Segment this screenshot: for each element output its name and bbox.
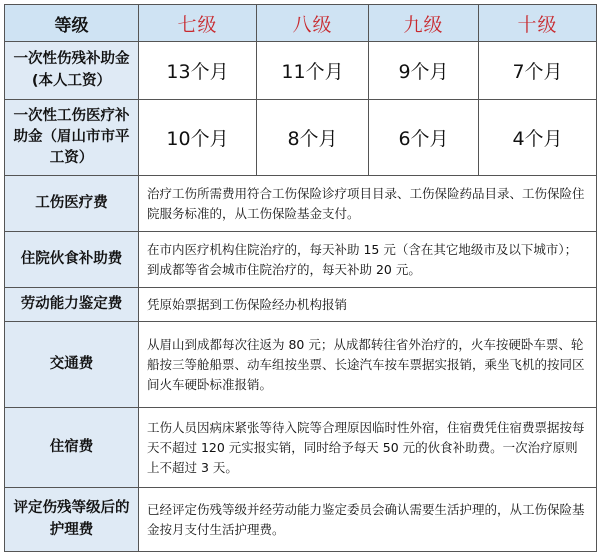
- row-description: 凭原始票据到工伤保险经办机构报销: [139, 288, 597, 322]
- row-label-lodging-fee: 住宿费: [5, 408, 139, 488]
- table-row: [5, 42, 597, 100]
- table-row: [5, 488, 597, 552]
- table-row: [5, 232, 597, 288]
- row-label-meal-subsidy: 住院伙食补助费: [5, 232, 139, 288]
- row-description: 从眉山到成都每次往返为 80 元；从成都转往省外治疗的，火车按硬卧车票、轮船按三等舱船票、动车组按坐票、长途汽车按车票据实报销，乘坐飞机的按同区间火车硬卧标准报销。: [139, 322, 597, 408]
- value-cell: 8个月: [257, 100, 369, 176]
- table-row: [5, 408, 597, 488]
- header-row: [5, 5, 597, 42]
- header-level-7: 七级: [139, 5, 257, 42]
- table-row: [5, 322, 597, 408]
- row-label-medical-subsidy: 一次性工伤医疗补助金（眉山市市平工资）: [5, 100, 139, 176]
- row-description: 工伤人员因病床紧张等待入院等合理原因临时性外宿，住宿费凭住宿费票据按每天不超过 120 元实报实销，同时给予每天 50 元的伙食补助费。一次治疗原则上不超过 3 天。: [139, 408, 597, 488]
- row-description: 已经评定伤残等级并经劳动能力鉴定委员会确认需要生活护理的，从工伤保险基金按月支付生活护理费。: [139, 488, 597, 552]
- row-label-transport-fee: 交通费: [5, 322, 139, 408]
- value-cell: 9个月: [369, 42, 479, 100]
- header-level-label: 等级: [5, 5, 139, 42]
- value-cell: 10个月: [139, 100, 257, 176]
- value-cell: 13个月: [139, 42, 257, 100]
- row-label-medical-fee: 工伤医疗费: [5, 176, 139, 232]
- table-row: [5, 176, 597, 232]
- header-level-9: 九级: [369, 5, 479, 42]
- table-row: [5, 100, 597, 176]
- value-cell: 6个月: [369, 100, 479, 176]
- row-label-nursing-fee: 评定伤残等级后的护理费: [5, 488, 139, 552]
- row-description: 治疗工伤所需费用符合工伤保险诊疗项目目录、工伤保险药品目录、工伤保险住院服务标准的，从工伤保险基金支付。: [139, 176, 597, 232]
- value-cell: 4个月: [479, 100, 597, 176]
- row-description: 在市内医疗机构住院治疗的，每天补助 15 元（含在其它地级市及以下城市）；到成都等省会城市住院治疗的，每天补助 20 元。: [139, 232, 597, 288]
- row-label-appraisal-fee: 劳动能力鉴定费: [5, 288, 139, 322]
- value-cell: 7个月: [479, 42, 597, 100]
- header-level-10: 十级: [479, 5, 597, 42]
- row-label-disability-subsidy: 一次性伤残补助金(本人工资）: [5, 42, 139, 100]
- table-row: [5, 288, 597, 322]
- value-cell: 11个月: [257, 42, 369, 100]
- benefits-table: [4, 4, 597, 552]
- header-level-8: 八级: [257, 5, 369, 42]
